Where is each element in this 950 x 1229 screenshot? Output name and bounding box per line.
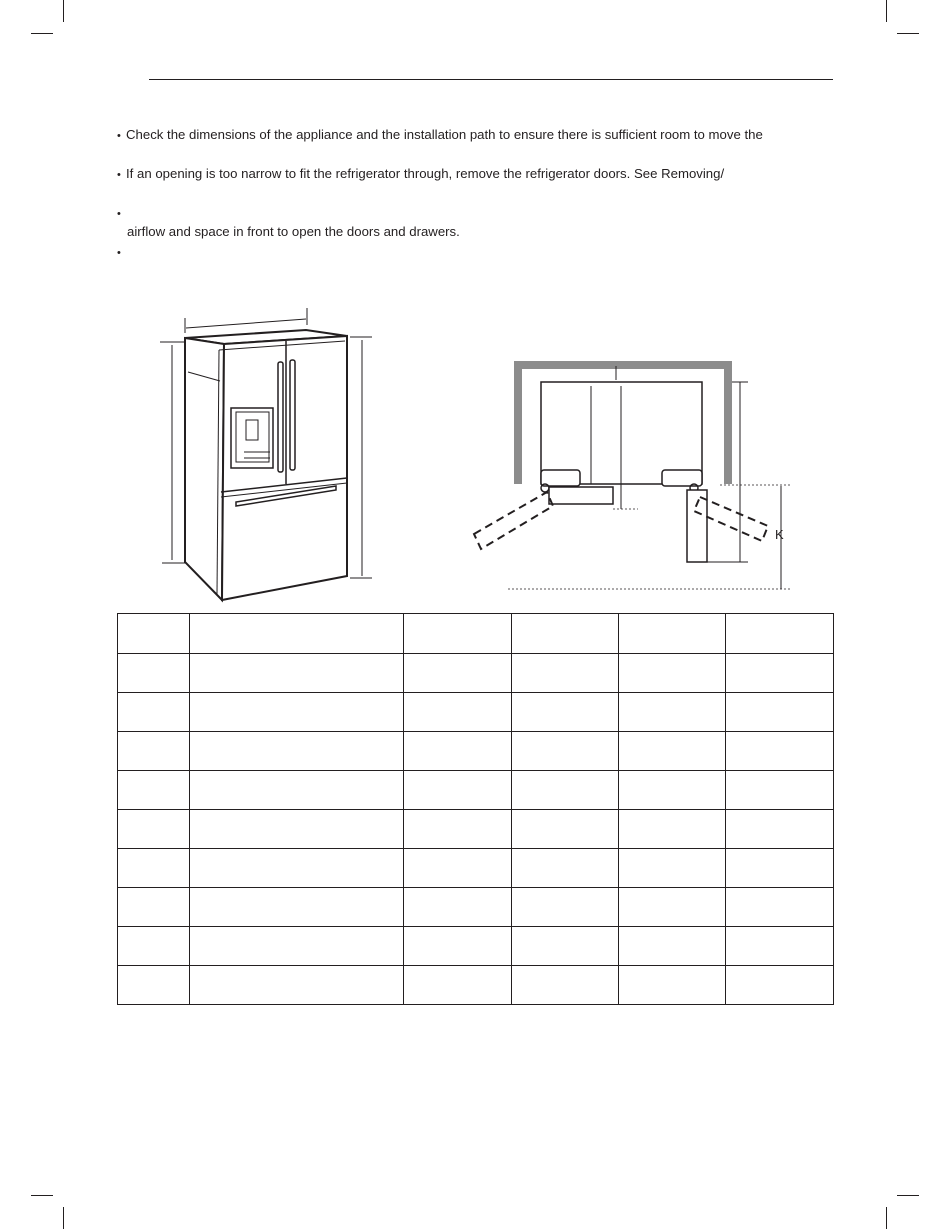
left-door-swing <box>474 492 553 549</box>
crop-mark-bottom-right-h <box>897 1195 919 1196</box>
table-row <box>118 771 834 810</box>
fridge-drawer-handle <box>236 486 336 506</box>
table-cell <box>190 927 404 966</box>
bullet-item-3 <box>117 204 837 240</box>
fridge-top-face <box>185 330 347 344</box>
table-cell <box>118 888 190 927</box>
table-cell <box>619 810 726 849</box>
table-cell <box>726 888 834 927</box>
bullet-text: Check the dimensions of the appliance and the installation path to ensure there is sufficient room to move the <box>126 127 763 142</box>
fridge-left-handle <box>278 362 283 472</box>
table-row <box>118 732 834 771</box>
fridge-dispenser <box>231 408 273 468</box>
table-cell <box>512 614 619 654</box>
table-cell <box>619 966 726 1005</box>
table-cell <box>619 927 726 966</box>
bullet-item-4 <box>117 243 837 262</box>
table-cell <box>726 693 834 732</box>
table-row <box>118 888 834 927</box>
fridge-body-top-view <box>541 382 702 484</box>
table-cell <box>619 614 726 654</box>
table-cell <box>118 732 190 771</box>
crop-mark-top-left-h <box>31 33 53 34</box>
table-cell <box>190 654 404 693</box>
dimensions-table <box>117 613 834 1005</box>
crop-mark-bottom-left-v <box>63 1207 64 1229</box>
table-cell <box>190 966 404 1005</box>
table-cell <box>190 732 404 771</box>
table-cell <box>404 771 512 810</box>
table-cell <box>190 614 404 654</box>
table-cell <box>118 654 190 693</box>
table-cell <box>512 966 619 1005</box>
bullet-dot: • <box>117 130 121 142</box>
table-cell <box>619 732 726 771</box>
table-cell <box>404 888 512 927</box>
bullet-dot: • <box>117 208 121 220</box>
table-cell <box>619 849 726 888</box>
bullet-item-2 <box>117 165 837 184</box>
table-cell <box>512 927 619 966</box>
wall <box>518 365 728 484</box>
right-door-swing <box>694 497 768 541</box>
table-cell <box>619 888 726 927</box>
table-cell <box>512 693 619 732</box>
table-cell <box>726 810 834 849</box>
table-cell <box>118 693 190 732</box>
table-cell <box>118 614 190 654</box>
fridge-right-handle <box>290 360 295 470</box>
table-cell <box>726 732 834 771</box>
width-dimension-line <box>186 319 306 328</box>
table-cell <box>512 810 619 849</box>
table-row <box>118 810 834 849</box>
table-cell <box>190 810 404 849</box>
clearance-label-k: K <box>775 527 784 542</box>
table-row <box>118 927 834 966</box>
table-row <box>118 849 834 888</box>
table-cell <box>726 654 834 693</box>
crop-mark-top-right-v <box>886 0 887 22</box>
table-cell <box>190 888 404 927</box>
table-cell <box>404 810 512 849</box>
table-cell <box>512 888 619 927</box>
open-door-top-view <box>687 490 707 562</box>
table-cell <box>404 849 512 888</box>
table-cell <box>404 693 512 732</box>
open-drawer-top-view <box>549 487 613 504</box>
table-cell <box>512 771 619 810</box>
table-cell <box>512 849 619 888</box>
depth-dimension-line <box>188 372 220 381</box>
table-cell <box>118 771 190 810</box>
table-row <box>118 654 834 693</box>
fridge-front-face <box>222 336 347 600</box>
crop-mark-top-left-v <box>63 0 64 22</box>
table-header-row <box>118 614 834 654</box>
table-cell <box>726 771 834 810</box>
fridge-side-face <box>185 338 224 600</box>
bullet-continuation: airflow and space in front to open the doors and drawers. <box>127 224 460 239</box>
table-cell <box>190 771 404 810</box>
table-cell <box>190 693 404 732</box>
table-cell <box>118 966 190 1005</box>
table-cell <box>512 732 619 771</box>
crop-mark-bottom-right-v <box>886 1207 887 1229</box>
table-cell <box>404 966 512 1005</box>
bullet-dot: • <box>117 169 121 181</box>
table-cell <box>619 771 726 810</box>
table-cell <box>512 654 619 693</box>
table-cell <box>619 693 726 732</box>
bullet-dot: • <box>117 247 121 259</box>
fridge-drawer-line <box>221 478 347 492</box>
table-row <box>118 966 834 1005</box>
header-rule <box>149 79 833 80</box>
table-cell <box>404 927 512 966</box>
table-cell <box>118 927 190 966</box>
crop-mark-top-right-h <box>897 33 919 34</box>
table-cell <box>619 654 726 693</box>
table-cell <box>726 849 834 888</box>
table-cell <box>726 927 834 966</box>
table-cell <box>190 849 404 888</box>
table-row <box>118 693 834 732</box>
table-cell <box>726 966 834 1005</box>
table-cell <box>404 654 512 693</box>
bullet-item-1 <box>117 126 837 145</box>
table-cell <box>404 732 512 771</box>
table-cell <box>118 849 190 888</box>
bullet-text: If an opening is too narrow to fit the refrigerator through, remove the refrigerator doors. See Removing/ <box>126 166 725 181</box>
table-cell <box>118 810 190 849</box>
table-cell <box>404 614 512 654</box>
table-cell <box>726 614 834 654</box>
crop-mark-bottom-left-h <box>31 1195 53 1196</box>
